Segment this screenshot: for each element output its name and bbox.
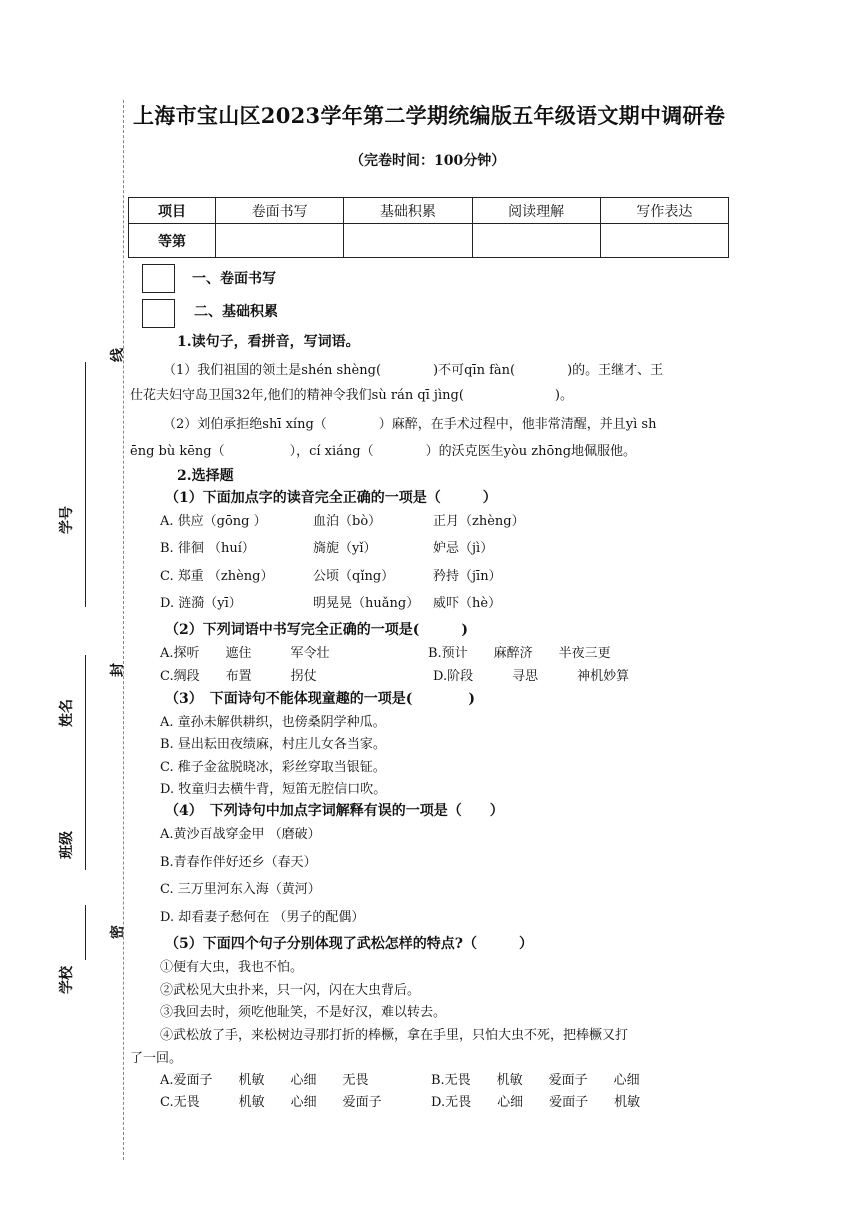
binding-line-2 [85, 655, 86, 870]
seal-label-xian: 线 [110, 348, 126, 362]
grade-cell[interactable] [472, 224, 600, 258]
table-cell: 等第 [129, 224, 216, 258]
option-d: D.无畏 心细 爱面子 机敏 [431, 1095, 641, 1110]
question-prompt: （5）下面四个句子分别体现了武松怎样的特点?（ ） [165, 936, 533, 952]
option-a: 正月（zhèng） [433, 514, 525, 529]
option-b: 妒忌（jì） [433, 541, 494, 556]
binding-line-3 [85, 905, 86, 960]
table-cell: 项目 [129, 198, 216, 224]
field-label-xuexiao: 学校 [59, 966, 75, 994]
binding-dashed-line [123, 100, 124, 1160]
option-b: B.青春作伴好还乡（春天） [160, 855, 317, 870]
option-c: 公顷（qǐng） [313, 569, 395, 584]
seal-label-mi: 密 [110, 925, 126, 939]
field-label-xuehao: 学号 [59, 506, 75, 534]
sentence-4-cont: 了一回。 [130, 1051, 183, 1066]
question-prompt: （1）下面加点字的读音完全正确的一项是（ ） [165, 490, 497, 506]
table-cell: 阅读理解 [472, 198, 600, 224]
grade-cell[interactable] [216, 224, 344, 258]
option-b: B. 徘徊 （huí） [160, 541, 255, 556]
option-a: A.爱面子 机敏 心细 无畏 [160, 1073, 369, 1088]
binding-line-1 [85, 362, 86, 607]
option-b: B. 昼出耘田夜绩麻，村庄儿女各当家。 [160, 737, 386, 752]
table-cell: 写作表达 [600, 198, 728, 224]
option-d: 明晃晃（huǎng） [313, 596, 420, 611]
seal-label-feng: 封 [110, 663, 126, 677]
grade-cell[interactable] [600, 224, 728, 258]
score-table-header-row [129, 198, 729, 224]
question-heading: 2.选择题 [177, 468, 234, 484]
question-heading: 1.读句子，看拼音，写词语。 [177, 334, 360, 350]
option-a: A. 童孙未解供耕织，也傍桑阴学种瓜。 [160, 715, 386, 730]
question-text: （1）我们祖国的领土是shén shèng( )不可qīn fàn( )的。王继才、王 [163, 363, 664, 378]
option-c: 矜持（jīn） [433, 569, 502, 584]
option-a: A. 供应（gōng ） [160, 514, 267, 529]
question-prompt: （2）下列词语中书写完全正确的一项是( ) [165, 622, 468, 638]
question-text: （2）刘伯承拒绝shī xíng（ ）麻醉，在手术过程中，他非常清醒，并且yì sh [163, 417, 657, 432]
option-d: 威吓（hè） [433, 596, 502, 611]
sentence-2: ②武松见大虫扑来，只一闪，闪在大虫背后。 [160, 983, 421, 998]
sentence-4: ④武松放了手，来松树边寻那打折的棒橛，拿在手里，只怕大虫不死，把棒橛又打 [160, 1028, 629, 1043]
option-c: C. 稚子金盆脱晓冰，彩丝穿取当银钲。 [160, 760, 386, 775]
option-d: D. 却看妻子愁何在 （男子的配偶） [160, 910, 365, 925]
option-c: C.绸段 布置 拐仗 [160, 669, 317, 684]
grade-cell[interactable] [344, 224, 472, 258]
option-b: B.无畏 机敏 爱面子 心细 [431, 1073, 640, 1088]
option-c: C.无畏 机敏 心细 爱面子 [160, 1095, 382, 1110]
question-text: 仕花夫妇守岛卫国32年,他们的精神令我们sù rán qī jìng( )。 [130, 388, 573, 403]
page-subtitle: （完卷时间：100分钟） [350, 153, 506, 169]
score-table-grade-row [129, 224, 729, 258]
field-label-banji: 班级 [59, 831, 75, 859]
sentence-1: ①便有大虫，我也不怕。 [160, 960, 304, 975]
question-prompt: （4） 下列诗句中加点字词解释有误的一项是（ ） [165, 803, 504, 819]
score-box-section-1[interactable] [142, 264, 175, 293]
table-cell: 基础积累 [344, 198, 472, 224]
option-d: D. 涟漪（yī） [160, 596, 242, 611]
section-heading: 二、基础积累 [194, 304, 278, 320]
option-d: D.阶段 寻思 神机妙算 [433, 669, 630, 684]
score-table [128, 197, 729, 258]
page-title: 上海市宝山区2023学年第二学期统编版五年级语文期中调研卷 [133, 103, 726, 128]
field-label-xingming: 姓名 [59, 699, 75, 727]
option-b: 旖旎（yǐ） [313, 541, 377, 556]
question-text: ēng bù kēng（ ），cí xiáng（ ）的沃克医生yòu zhōng地佩服他。 [130, 444, 637, 459]
option-a: 血泊（bò） [313, 514, 382, 529]
option-d: D. 牧童归去横牛背，短笛无腔信口吹。 [160, 782, 387, 797]
question-prompt: （3） 下面诗句不能体现童趣的一项是( ) [165, 691, 475, 707]
score-box-section-2[interactable] [142, 299, 175, 328]
option-c: C. 郑重 （zhèng） [160, 569, 274, 584]
section-heading: 一、卷面书写 [192, 271, 276, 287]
sentence-3: ③我回去时，须吃他耻笑，不是好汉，难以转去。 [160, 1005, 447, 1020]
option-c: C. 三万里河东入海（黄河） [160, 882, 321, 897]
option-a: A.探听 遮住 军令壮 [160, 646, 330, 661]
option-a: A.黄沙百战穿金甲 （磨破） [160, 827, 321, 842]
option-b: B.预计 麻醉济 半夜三更 [428, 646, 611, 661]
table-cell: 卷面书写 [216, 198, 344, 224]
